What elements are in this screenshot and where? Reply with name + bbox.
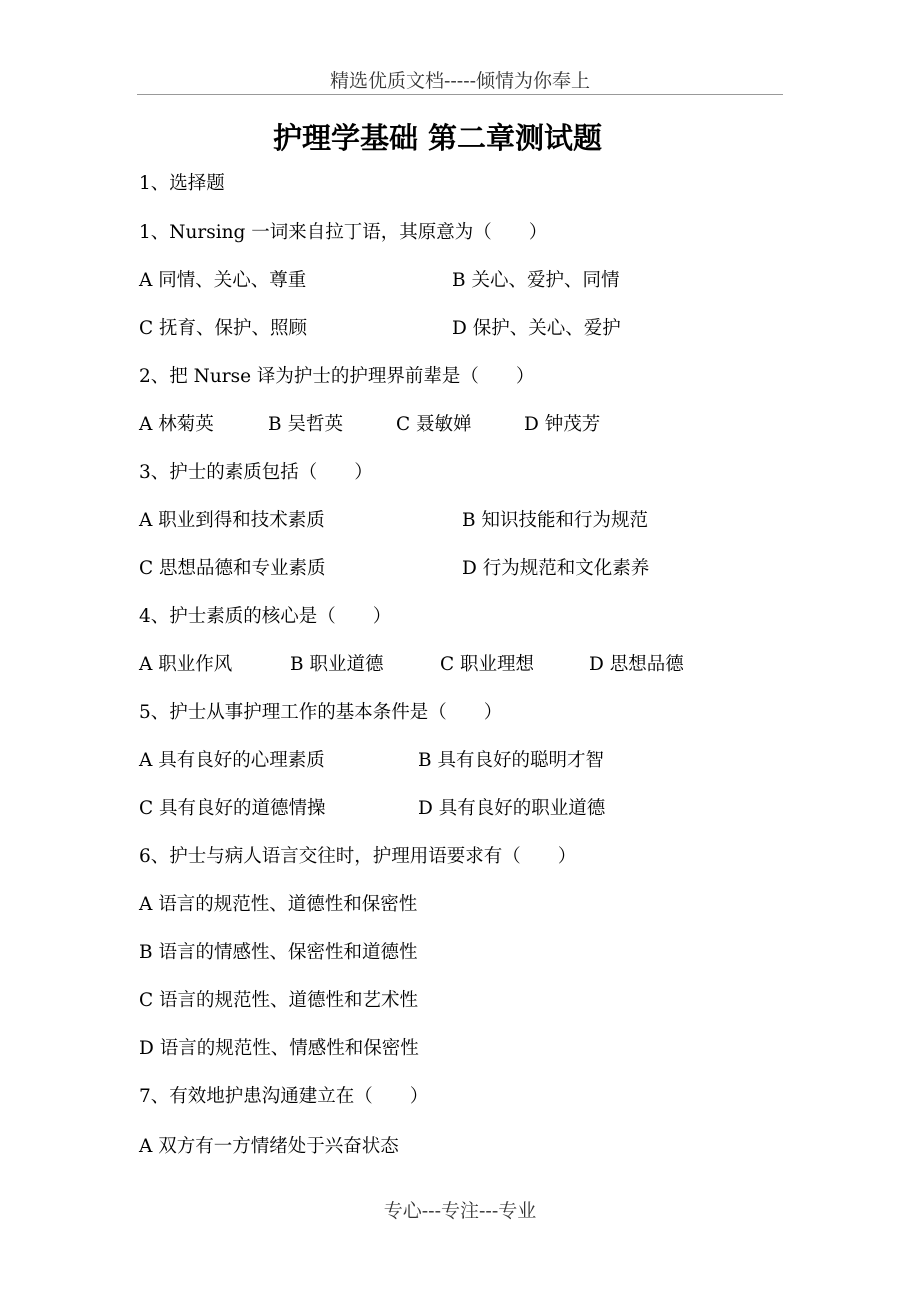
options-row	[139, 412, 839, 438]
option-b: B 吴哲英	[268, 414, 343, 435]
option-d: D 行为规范和文化素养	[462, 558, 650, 579]
option-a: A 同情、关心、尊重	[139, 270, 307, 291]
option-c: C 思想品德和专业素质	[139, 558, 326, 579]
option-b: B 关心、爱护、同情	[452, 270, 620, 291]
page-header: 精选优质文档-----倾情为你奉上	[329, 70, 591, 92]
option-c: C 聂敏婵	[396, 414, 472, 435]
option-d: D 语言的规范性、情感性和保密性	[139, 1038, 419, 1059]
option-b: B 知识技能和行为规范	[462, 510, 648, 531]
document-title: 护理学基础 第二章测试题	[272, 121, 603, 155]
page-footer: 专心---专注---专业	[383, 1200, 537, 1222]
option-a: A 具有良好的心理素质	[139, 750, 325, 771]
option-d: D 钟茂芳	[524, 414, 601, 435]
option-b: B 语言的情感性、保密性和道德性	[139, 942, 418, 963]
options-row	[139, 652, 839, 678]
header-divider	[137, 94, 783, 95]
option-a: A 林菊英	[139, 414, 214, 435]
section-heading: 1、选择题	[139, 173, 225, 194]
option-d: D 思想品德	[589, 654, 684, 675]
option-c: C 抚育、保护、照顾	[139, 318, 308, 339]
option-c: C 具有良好的道德情操	[139, 798, 326, 819]
option-c: C 语言的规范性、道德性和艺术性	[139, 990, 419, 1011]
option-b: B 职业道德	[290, 654, 384, 675]
question-2: 2、把 Nurse 译为护士的护理界前辈是（ ）	[139, 366, 535, 387]
options-row	[139, 748, 839, 774]
options-row	[139, 508, 839, 534]
options-row	[139, 556, 839, 582]
option-c: C 职业理想	[440, 654, 535, 675]
option-d: D 保护、关心、爱护	[452, 318, 621, 339]
option-a: A 职业作风	[139, 654, 233, 675]
option-a: A 职业到得和技术素质	[139, 510, 325, 531]
question-1: 1、Nursing 一词来自拉丁语，其原意为（ ）	[139, 222, 548, 243]
options-row	[139, 316, 839, 342]
option-b: B 具有良好的聪明才智	[418, 750, 604, 771]
options-row	[139, 796, 839, 822]
question-5: 5、护士从事护理工作的基本条件是（ ）	[139, 702, 503, 723]
options-row	[139, 268, 839, 294]
question-6: 6、护士与病人语言交往时，护理用语要求有（ ）	[139, 846, 577, 867]
question-7: 7、有效地护患沟通建立在（ ）	[139, 1086, 429, 1107]
question-3: 3、护士的素质包括（ ）	[139, 462, 373, 483]
option-d: D 具有良好的职业道德	[418, 798, 606, 819]
option-a: A 语言的规范性、道德性和保密性	[139, 894, 418, 915]
question-4: 4、护士素质的核心是（ ）	[139, 606, 392, 627]
option-a: A 双方有一方情绪处于兴奋状态	[139, 1136, 399, 1157]
